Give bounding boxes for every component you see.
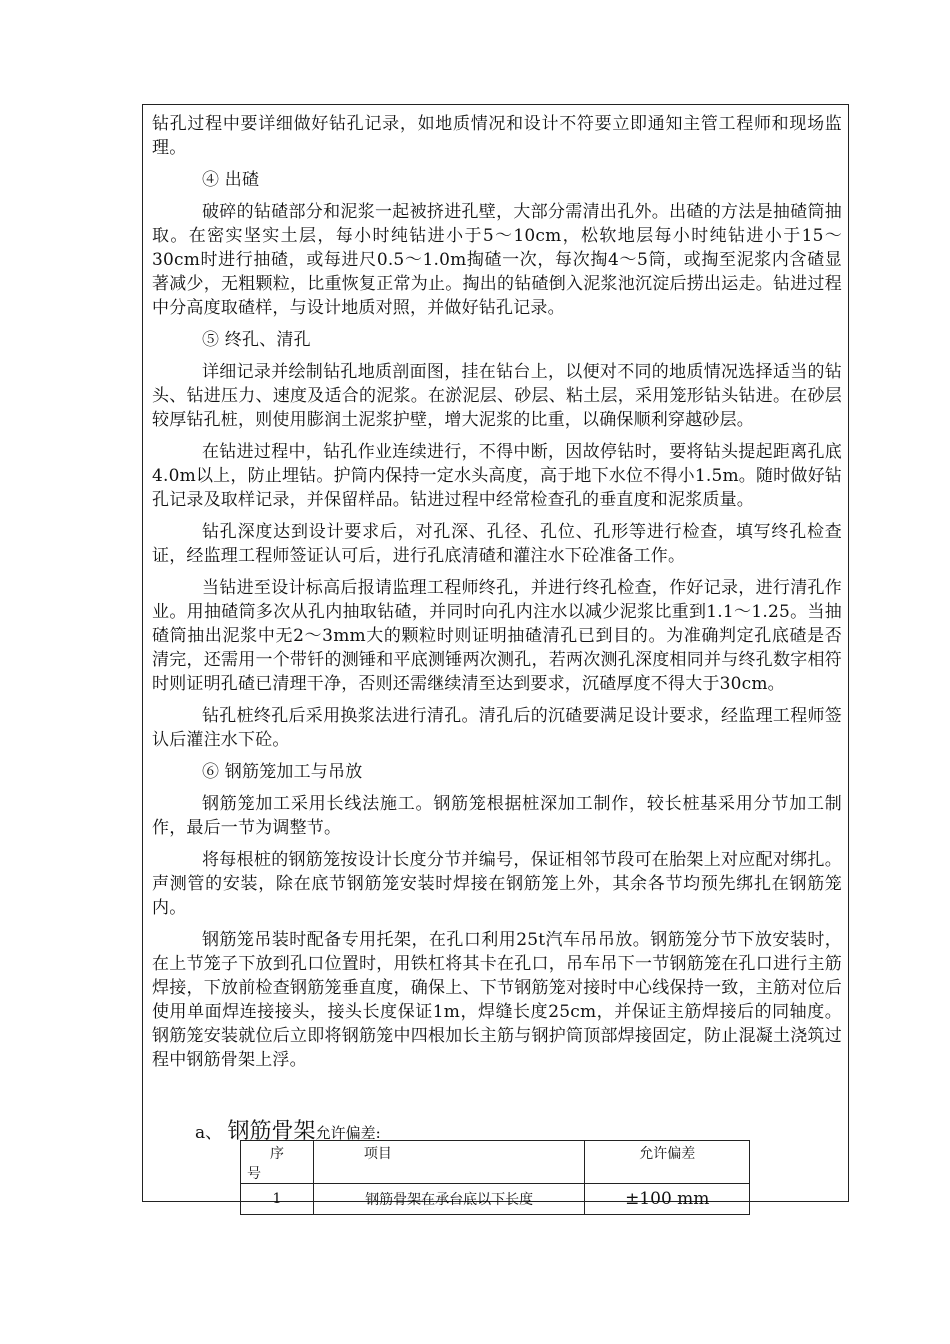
- header-item: 项目: [363, 1146, 392, 1162]
- document-body: [152, 112, 842, 1080]
- table-title-prefix: a、: [195, 1123, 223, 1143]
- row-item: 钢筋骨架在承台底以下长度: [313, 1184, 585, 1215]
- header-cell-no: [241, 1141, 314, 1184]
- paragraph: 在钻进过程中，钻孔作业连续进行，不得中断，因故停钻时，要将钻头提起距离孔底4.0m以上，防止埋钻。护筒内保持一定水头高度，高于地下水位不得小1.5m。随时做好钻孔记录及取样记录，并保留样品。钻进过程中经常检查孔的垂直度和泥浆质量。: [152, 442, 842, 510]
- tolerance-table: [240, 1140, 750, 1215]
- table-row: [241, 1184, 750, 1215]
- table-title-main: 钢筋骨架: [227, 1119, 316, 1144]
- paragraph: 详细记录并绘制钻孔地质剖面图，挂在钻台上，以便对不同的地质情况选择适当的钻头、钻进压力、速度及适合的泥浆。在淤泥层、砂层、粘土层，采用笼形钻头钻进。在砂层较厚钻孔桩，则使用膨润土泥浆护壁，增大泥浆的比重，以确保顺利穿越砂层。: [152, 362, 842, 430]
- paragraph: 钢筋笼吊装时配备专用托架，在孔口利用25t汽车吊吊放。钢筋笼分节下放安装时，在上节笼子下放到孔口位置时，用铁杠将其卡在孔口，吊车吊下一节钢筋笼在孔口进行主筋焊接，下放前检查钢筋笼垂直度，确保上、下节钢筋笼对接时中心线保持一致，主筋对位后使用单面焊连接接头，接头长度保证1m，焊缝长度25cm，并保证主筋焊接后的同轴度。钢筋笼安装就位后立即将钢筋笼中四根加长主筋与钢护筒顶部焊接固定，防止混凝土浇筑过程中钢筋骨架上浮。: [152, 930, 842, 1070]
- table-header-row: [241, 1141, 750, 1184]
- paragraph: 破碎的钻碴部分和泥浆一起被挤进孔壁，大部分需清出孔外。出碴的方法是抽碴筒抽取。在密实坚实土层，每小时纯钻进小于5～10cm，松软地层每小时纯钻进小于15～30cm时进行抽碴，或每进尺0.5～1.0m掏碴一次，每次掏4～5筒，或掏至泥浆内含碴显著减少，无粗颗粒，比重恢复正常为止。掏出的钻碴倒入泥浆池沉淀后捞出运走。钻进过程中分高度取碴样，与设计地质对照，并做好钻孔记录。: [152, 202, 842, 318]
- paragraph: 当钻进至设计标高后报请监理工程师终孔，并进行终孔检查，作好记录，进行清孔作业。用抽碴筒多次从孔内抽取钻碴，并同时向孔内注水以减少泥浆比重到1.1～1.25。当抽碴筒抽出泥浆中无2～3mm大的颗粒时则证明抽碴清孔已到目的。为准确判定孔底碴是否清完，还需用一个带钎的测锤和平底测锤两次测孔，若两次测孔深度相同并与终孔数字相符时则证明孔碴已清理干净，否则还需继续清至达到要求，沉碴厚度不得大于30cm。: [152, 578, 842, 694]
- header-no-bottom: 号: [247, 1166, 261, 1182]
- table-title-suffix: 允许偏差:: [315, 1124, 381, 1142]
- paragraph: 钻孔桩终孔后采用换浆法进行清孔。清孔后的沉碴要满足设计要求，经监理工程师签认后灌注水下砼。: [152, 706, 842, 750]
- header-no-top: 序: [269, 1146, 284, 1162]
- row-no: 1: [241, 1184, 314, 1215]
- header-cell-tolerance: [585, 1141, 750, 1184]
- row-tolerance: ±100 mm: [585, 1184, 750, 1215]
- paragraph: 钻孔过程中要详细做好钻孔记录，如地质情况和设计不符要立即通知主管工程师和现场监理。: [152, 114, 842, 158]
- paragraph: 将每根桩的钢筋笼按设计长度分节并编号，保证相邻节段可在胎架上对应配对绑扎。声测管的安装，除在底节钢筋笼安装时焊接在钢筋笼上外，其余各节均预先绑扎在钢筋笼内。: [152, 850, 842, 918]
- paragraph: 钻孔深度达到设计要求后，对孔深、孔径、孔位、孔形等进行检查，填写终孔检查证，经监理工程师签证认可后，进行孔底清碴和灌注水下砼准备工作。: [152, 522, 842, 566]
- header-tolerance: 允许偏差: [639, 1146, 696, 1162]
- section-heading: ⑥ 钢筋笼加工与吊放: [202, 762, 363, 782]
- header-cell-item: [313, 1141, 585, 1184]
- paragraph: 钢筋笼加工采用长线法施工。钢筋笼根据桩深加工制作，较长桩基采用分节加工制作，最后一节为调整节。: [152, 794, 842, 838]
- section-heading: ⑤ 终孔、清孔: [202, 330, 311, 350]
- section-heading: ④ 出碴: [202, 170, 260, 190]
